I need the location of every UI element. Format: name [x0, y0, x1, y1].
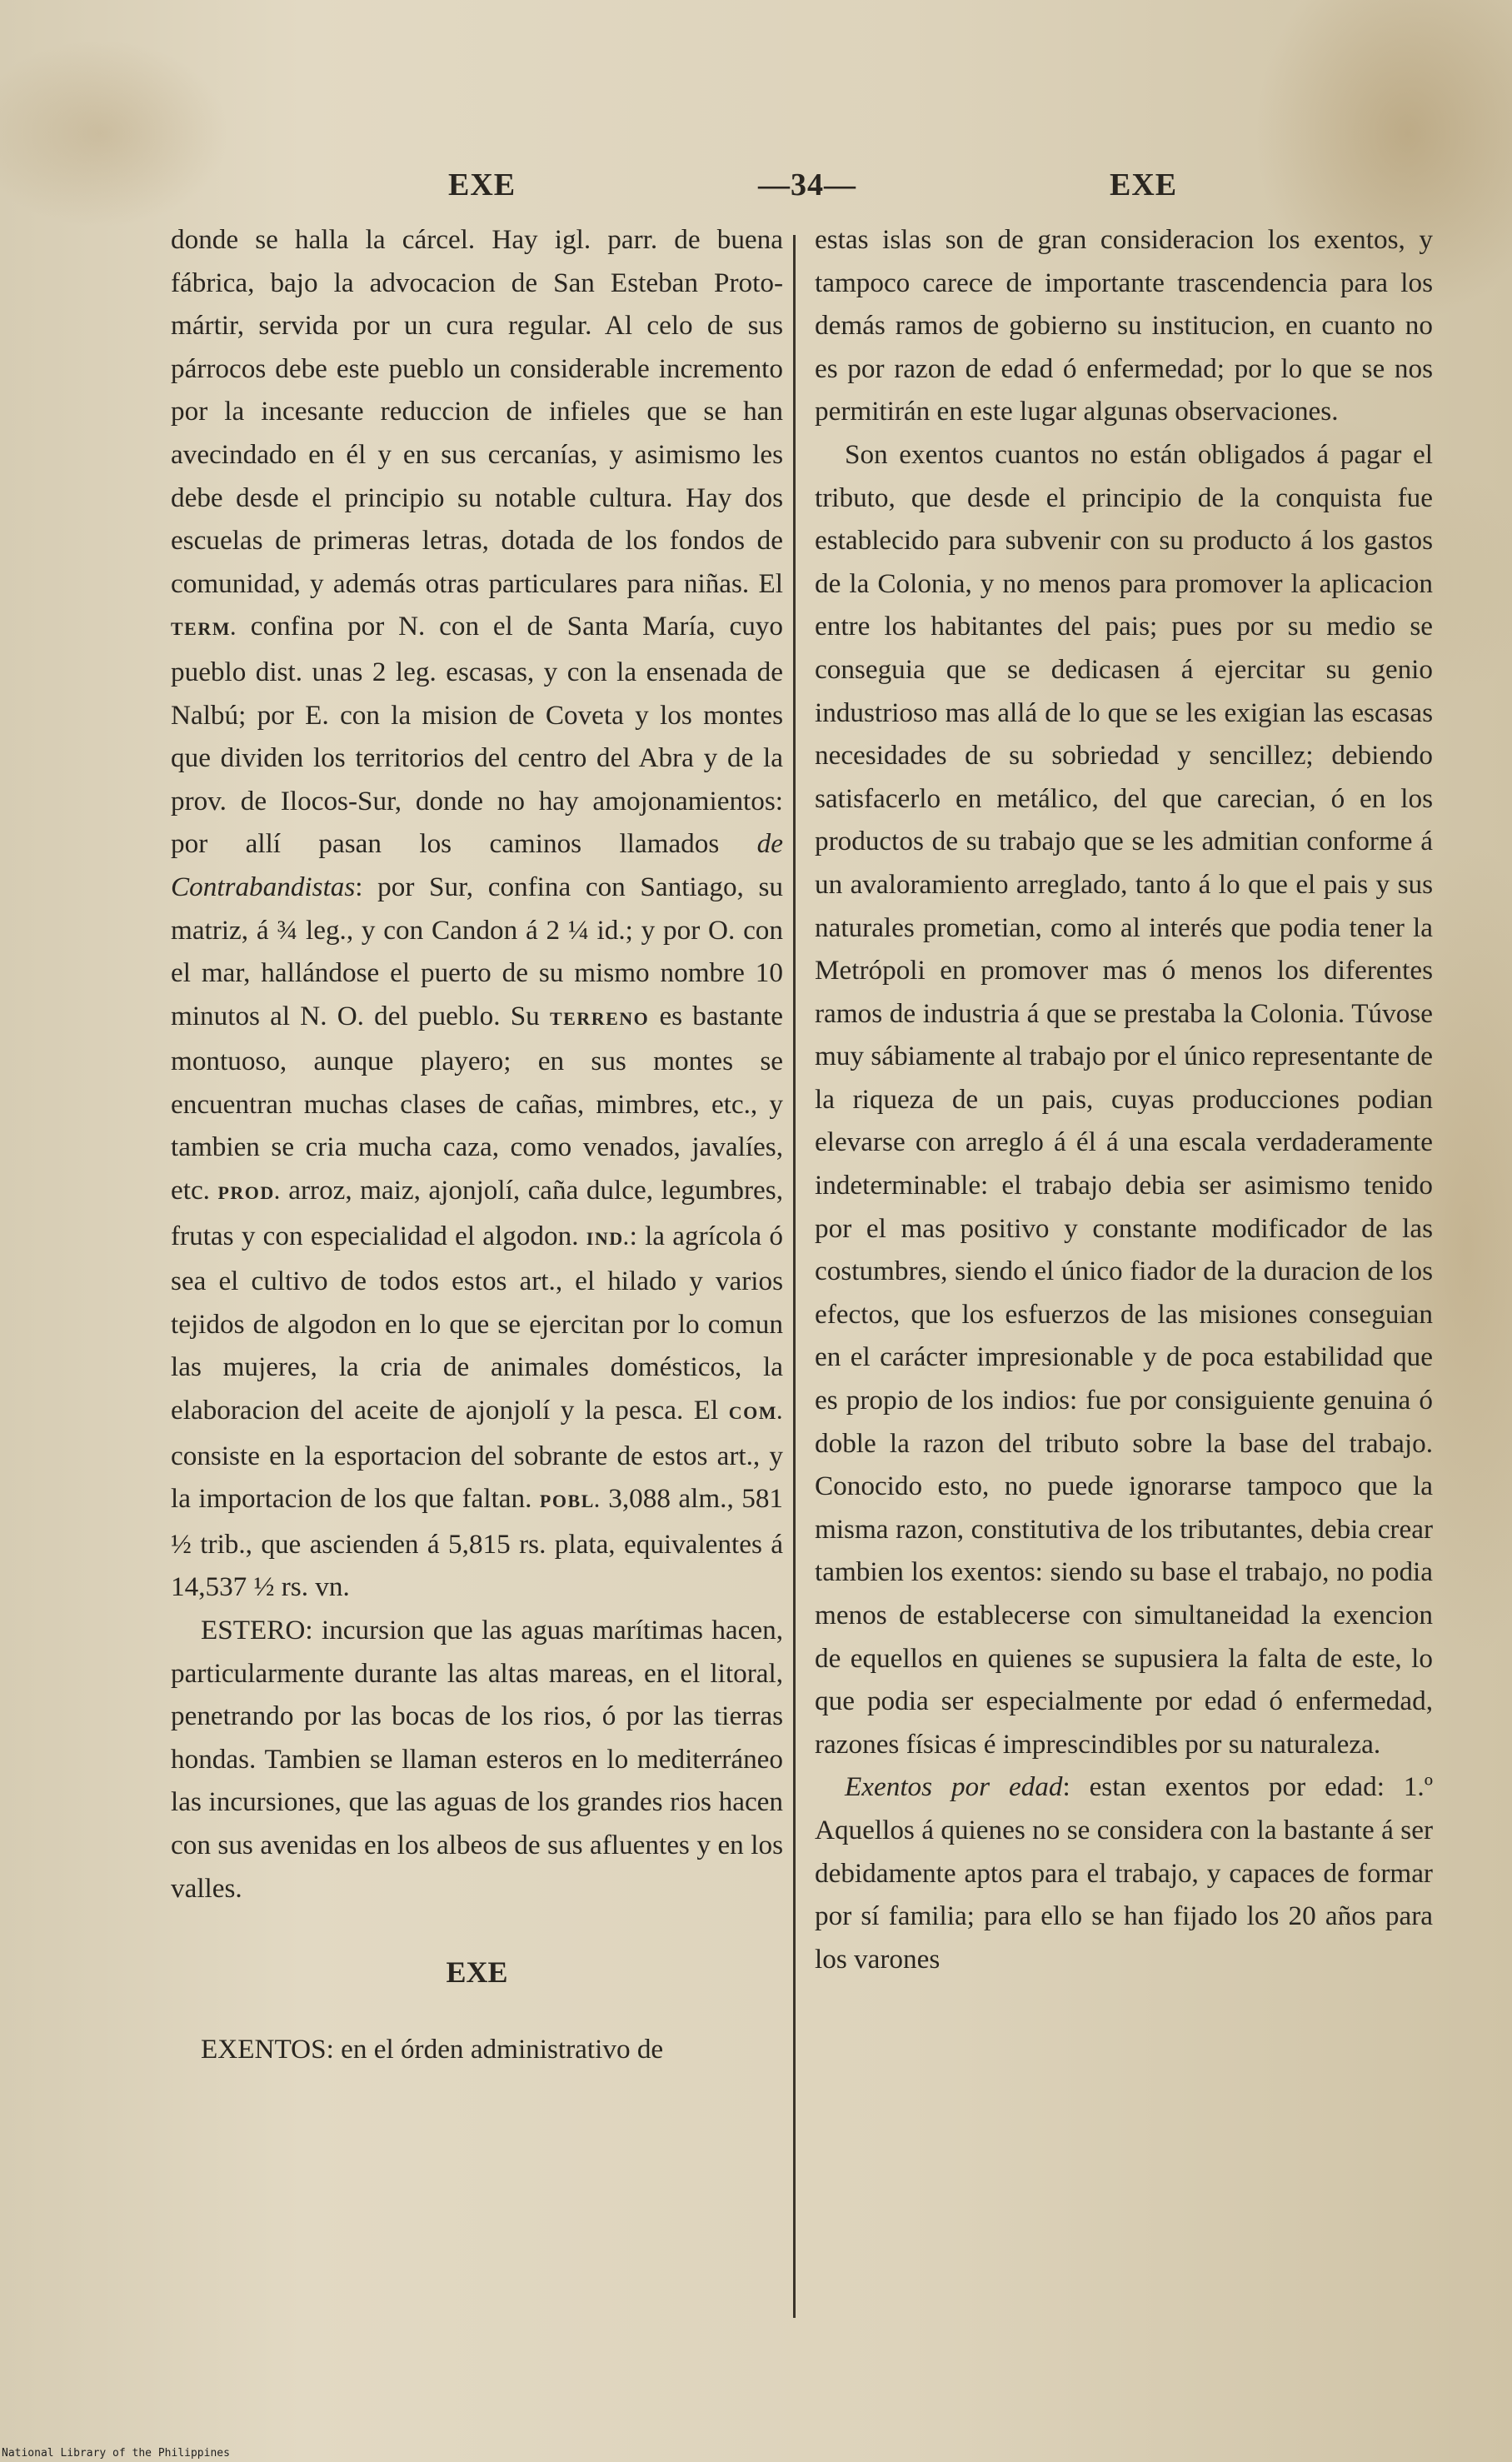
- paragraph-exentos-continued: estas islas son de gran consideracion los exentos, y tampoco carece de importante trascendencia para los demás ramos de gobierno su institucion, en cuanto no es por razon de edad ó enfermedad; por lo que se nos permitirán en este lugar algunas observaciones.: [815, 224, 1433, 427]
- library-credit: National Library of the Philippines: [2, 2447, 230, 2460]
- entry-head-exentos: EXENTOS:: [201, 2033, 334, 2065]
- header-right: EXE: [1110, 167, 1178, 202]
- paragraph-tribute: Son exentos cuantos no están obligados á pagar el tributo, que desde el principio de la conquista fue establecido para subvenir con su producto á los gastos de la Colonia, y no menos para promover la aplicacion entre los habitantes del pais; pues por su medio se conseguia que se dedicasen á ejercitar su genio industrioso mas allá de lo que se les exigian las escasas necesidades de su sobriedad y sencillez; debiendo satisfacerlo en metálico, del que carecian, ó en los productos de su trabajo que se les admitian conforme á un avaloramiento arreglado, tanto á lo que el pais y sus naturales prometian, como al interés que podia tener la Metrópoli en promover mas ó menos los diferentes ramos de industria á que se prestaba la Colonia. Túvose muy sábiamente al trabajo por el único representante de la riqueza de un pais, cuyas producciones podian elevarse con arreglo á él á una escala verdaderamente indeterminable: el trabajo debia ser asimismo tenido por el mas positivo y constante modificador de las costumbres, siendo el único fiador de la duracion de los efectos, que los esfuerzos de las misiones conseguian en el carácter impresionable y de poca estabilidad que es propio de los indios: fue por consiguiente genuina ó doble la razon del tributo sobre la base del trabajo. Conocido esto, no puede ignorarse tampoco que la misma razon, constitutiva de los tributantes, debia crear tambien los exentos: siendo su base el trabajo, no podia menos de establecerse con simultaneidad la exencion de equellos en quienes se supusiera la falta de este, lo que podia ser especialmente por edad ó enfermedad, razones físicas é imprescindibles por su naturaleza.: [815, 438, 1433, 1760]
- column-divider: [793, 235, 796, 2318]
- paragraph-town-description: donde se halla la cárcel. Hay igl. parr. de buena fábrica, bajo la advocacion de San Esteban Proto-mártir, servida por un cura regular. Al celo de sus párrocos debe este pueblo un considerable incremento por la incesante reduccion de infieles que se han avecindado en él y en sus cercanías, y asimismo les debe desde el principio su notable cultura. Hay dos escuelas de primeras letras, dotada de los fondos de comunidad, y además otras particulares para niñas. El TERM. confina por N. con el de Santa María, cuyo pueblo dist. unas 2 leg. escasas, y con la ensenada de Nalbú; por E. con la mision de Coveta y los montes que dividen los territorios del centro del Abra y de la prov. de Ilocos-Sur, donde no hay amojonamientos: por allí pasan los caminos llamados de Contrabandistas: por Sur, confina con Santiago, su matriz, á ¾ leg., y con Candon á 2 ¼ id.; y por O. con el mar, hallándose el puerto de su mismo nombre 10 minutos al N. O. del pueblo. Su TERRENO es bastante montuoso, aunque playero; en sus montes se encuentran muchas clases de cañas, mimbres, etc., y tambien se cria mucha caza, como venados, javalíes, etc. PROD. arroz, maiz, ajonjolí, caña dulce, legumbres, frutas y con especialidad el algodon. IND.: la agrícola ó sea el cultivo de todos estos art., el hilado y varios tejidos de algodon en lo que se ejercitan por lo comun las mujeres, la cria de animales domésticos, la elaboracion del aceite de ajonjolí y la pesca. El COM. consiste en la esportacion del sobrante de estos art., y la importacion de los que faltan. POBL. 3,088 alm., 581 ½ trib., que ascienden á 5,815 rs. plata, equivalentes á 14,537 ½ rs. vn.: [171, 224, 784, 1603]
- section-heading: EXE: [446, 1955, 508, 1990]
- paragraph-exentos-por-edad: Exentos por edad: estan exentos por edad: 1.º Aquellos á quienes no se considera con la bastante á ser debidamente aptos para el trabajo, y capaces de formar por sí familia; para ello se han fijado los 20 años para los varones: [815, 1771, 1434, 1975]
- header-left: EXE: [448, 167, 516, 202]
- left-column: [171, 218, 783, 2070]
- right-column: [815, 218, 1433, 1980]
- entry-head-estero: ESTERO:: [201, 1615, 313, 1645]
- page-number: —34—: [758, 167, 856, 202]
- running-header: [0, 167, 1512, 217]
- entry-exentos: EXENTOS: en el órden administrativo de: [201, 2033, 664, 2065]
- entry-estero: ESTERO: incursion que las aguas marítimas hacen, particularmente durante las altas mareas, en el litoral, penetrando por las bocas de los rios, ó por las tierras hondas. Tambien se llaman esteros en lo mediterráneo las incursiones, que las aguas de los grandes rios hacen con sus avenidas en los albeos de sus afluentes y en los valles.: [171, 1615, 783, 1904]
